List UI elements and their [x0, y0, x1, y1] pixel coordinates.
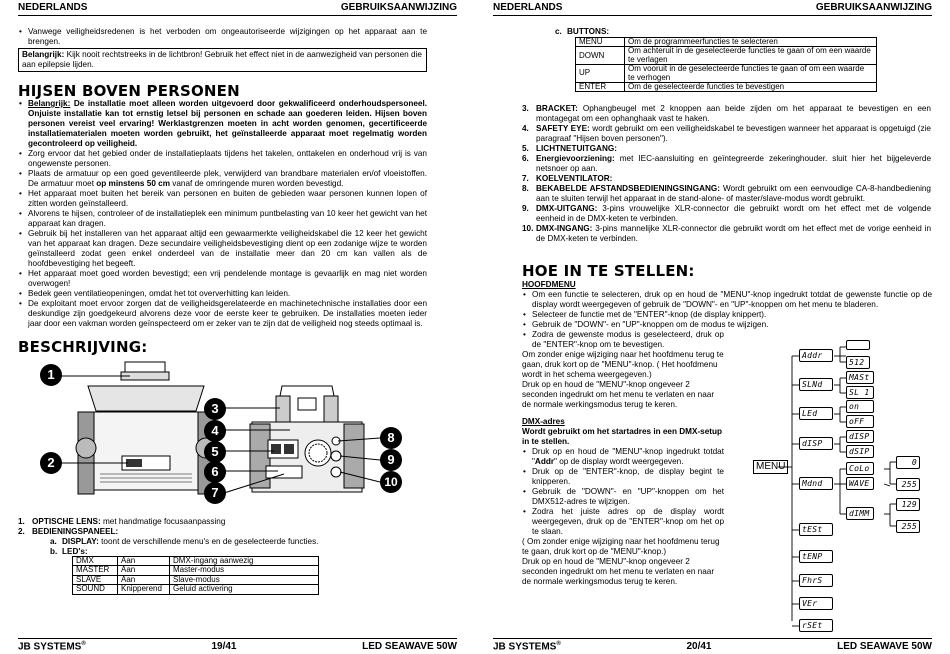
- description-list: [18, 517, 427, 557]
- section-title-setup: HOE IN TE STELLEN:: [522, 262, 695, 280]
- important-label: Belangrijk:: [28, 99, 71, 108]
- list-item: [522, 174, 931, 184]
- desc-text-2a: toont de verschillende menu's en de geselecteerde functies.: [98, 537, 319, 546]
- intro-bullet: • Vanwege veiligheidsredenen is het verboden om ongeautoriseerde wijzigingen op het apparaat aan te brengen.: [18, 27, 427, 47]
- hoofdmenu-bullets: [522, 290, 932, 330]
- desc-item-1: 1. OPTISCHE LENS: met handmatige focusaanpassing: [18, 517, 226, 526]
- page-header: [18, 2, 457, 16]
- desc-text-1: met handmatige focusaanpassing: [100, 517, 226, 526]
- callout-3: 3: [204, 398, 226, 420]
- item-label: BEKABELDE AFSTANDSBEDIENINGSINGANG:: [536, 184, 720, 193]
- list-item: • Zorg ervoor dat het gebied onder de installatieplaats tijdens het takelen, onttakelen en onderhoud vrij is van ongewenste personen.: [18, 149, 427, 169]
- item-number: 3.: [522, 104, 529, 113]
- important-text: De installatie moet alleen worden uitgevoerd door gekwalificeerd onderhoudspersoneel. Onjuiste installatie kan tot ernstig letsel bij personen en schade aan goederen leiden. Hijsen boven personen vereist veel ervaring! Werklastgrenzen moeten in acht worden genomen, gecertificeerde installatiematerialen moeten worden gebruikt, het geïnstalleerde apparaat moet regelmatig worden gecontroleerd op veiligheid.: [28, 99, 427, 148]
- footer-brand: [493, 641, 561, 654]
- item-text: met IEC-aansluiting en geïntegreerde zekeringhouder. sluit hier het bijgeleverde netsnoer op aan.: [536, 154, 931, 173]
- header-title: GEBRUIKSAANWIJZING: [815, 2, 932, 13]
- list-item: • Alvorens te hijsen, controleer of de installatieplek een minimum puntbelasting van 10 keer het gewicht van het apparaat kan dragen.: [18, 209, 427, 229]
- item-label: DMX-UITGANG:: [536, 204, 598, 213]
- lcd-disp-inverted: dSIP: [846, 445, 874, 458]
- item-label: DMX-INGANG:: [536, 224, 593, 233]
- desc-item-2: 2. BEDIENINGSPANEEL:: [18, 527, 119, 536]
- page-number: 20/41: [686, 641, 712, 652]
- lcd-dimm-value-high: 255: [896, 520, 920, 533]
- table-row: [73, 585, 319, 594]
- header-language: NEDERLANDS: [493, 2, 563, 13]
- footer-model: LED SEAWAVE 50W: [362, 641, 457, 652]
- table-cell: Aan: [118, 557, 170, 566]
- table-cell: Om de geselecteerde functies te bevestigen: [625, 82, 877, 91]
- table-cell: UP: [576, 65, 625, 83]
- b3a: Plaats de armatuur op een goed geventileerde plek, verwijderd van brandbare materialen en/of vloeistoffen. De armatuur moet: [28, 169, 427, 188]
- table-cell: DOWN: [576, 47, 625, 65]
- list-item: [522, 447, 724, 467]
- warning-text: Kijk nooit rechtstreeks in de lichtbron! Gebruik het effect niet in de aanwezigheid van personen die aan epilepsie lijden.: [22, 50, 422, 69]
- item-label: Energievoorziening:: [536, 154, 615, 163]
- b3c: vanaf de omringende muren worden bevestigd.: [169, 179, 344, 188]
- list-item: • Om een functie te selecteren, druk op en houd de "MENU"-knop ingedrukt totdat de gewenste functie op de display wordt weergegeven of gebruik de "DOWN"- en "UP"-knoppen om het menu te bladeren.: [522, 290, 932, 310]
- item-number: 8.: [522, 184, 529, 193]
- buttons-label: BUTTONS:: [567, 27, 610, 36]
- fixture-back-view: [250, 386, 364, 492]
- item-number: 5.: [522, 144, 529, 153]
- table-row: [576, 65, 877, 83]
- list-item: [522, 204, 931, 224]
- table-cell: Om achteruit in de geselecteerde functies te gaan of om een waarde te verlagen: [625, 47, 877, 65]
- item-label: SAFETY EYE:: [536, 124, 590, 133]
- desc-label-2b: LED's:: [62, 547, 88, 556]
- dmx-p1: ( Om zonder enige wijziging naar het hoofdmenu terug te gaan, druk kort op de "MENU"-knop.): [522, 537, 720, 556]
- lcd-led: LEd: [799, 407, 833, 420]
- footer-brand: [18, 641, 86, 654]
- page-footer: [18, 638, 457, 654]
- lcd-disp: dISP: [799, 437, 833, 450]
- brand-text: JB SYSTEMS: [18, 641, 82, 653]
- item-text: 3-pins vrouwelijke XLR-connector die gebruikt wordt om het effect met de volgende eenheid in de DMX-keten te verbinden.: [536, 204, 931, 223]
- item-label: LICHTNETUITGANG:: [536, 144, 617, 153]
- table-row: [73, 566, 319, 575]
- header-title: GEBRUIKSAANWIJZING: [340, 2, 457, 13]
- desc-item-2b: b. LED's:: [50, 547, 88, 556]
- lcd-color-value: 0: [896, 456, 920, 469]
- page-footer: [493, 638, 932, 654]
- lcd-addr-blank: [846, 340, 870, 350]
- hoofdmenu-p1: Om zonder enige wijziging naar het hoofdmenu terug te gaan, druk kort op de "MENU"-knop. ( Het hoofdmenu wordt in het schema weergegeven.): [522, 350, 724, 379]
- dmx-intro: Wordt gebruikt om het startadres in een DMX-setup in te stellen.: [522, 427, 723, 446]
- dmx-label: DMX-adres: [522, 417, 565, 426]
- table-cell: Aan: [118, 566, 170, 575]
- buttons-table: [575, 37, 877, 92]
- table-cell: Knipperend: [118, 585, 170, 594]
- table-cell: DMX-ingang aanwezig: [170, 557, 319, 566]
- item-text: Wordt gebruikt om een eenvoudige CA-8-handbediening aan te sluiten terwijl het apparaat in de stand-alone- of master/slave-modus wordt gebruikt.: [536, 184, 931, 203]
- list-item: • Zodra de gewenste modus is geselecteerd, druk op de "ENTER"-knop om te bevestigen.: [522, 330, 724, 350]
- lcd-mode: Mdnd: [799, 477, 833, 490]
- lcd-wave-value: 255: [896, 478, 920, 491]
- dmx-bullets: [522, 447, 724, 537]
- item-label: BRACKET:: [536, 104, 578, 113]
- desc-label-2: BEDIENINGSPANEEL:: [32, 527, 119, 536]
- table-cell: Om de programmeerfuncties te selecteren: [625, 38, 877, 47]
- lcd-version: VEr: [799, 597, 833, 610]
- callout-6: 6: [204, 461, 226, 483]
- right-page: [475, 0, 950, 654]
- list-item: • De exploitant moet ervoor zorgen dat de veiligheidsgerelateerde en machinetechnische installaties door een deskundige zijn goedgekeurd alvorens deze voor de eerste keer te gebruiken. De installaties moeten ieder jaar door een vakman worden geïnspecteerd om er zeker van te zijn dat de veiligheid nog steeds optimaal is.: [18, 299, 427, 329]
- list-item: • Gebruik bij het installeren van het apparaat altijd een gewaarmerkte veiligheidskabel die 12 keer het gewicht van het apparaat kan dragen. Deze secundaire veiligheidsbevestiging dient op een zodanige wijze te worden geïnstalleerd zodat geen enkel onderdeel van de installatie meer dan 20 cm kan vallen als de hoofdbevestiging het begeeft.: [18, 229, 427, 269]
- list-item: • Selecteer de functie met de "ENTER"-knop (de display knippert).: [522, 310, 932, 320]
- lcd-disp-normal: dISP: [846, 430, 874, 443]
- list-item: • Gebruik de "DOWN"- en "UP"-knoppen om het DMX512-adres te wijzigen.: [522, 487, 724, 507]
- list-item: [522, 104, 931, 124]
- lcd-addr: Addr: [799, 349, 833, 362]
- hoofdmenu-p2: Druk op en houd de "MENU"-knop ongeveer 2 seconden ingedrukt om het menu te verlaten en naar de normale werkingsmodus terug te keren.: [522, 380, 715, 409]
- list-item: [18, 169, 427, 189]
- hoofdmenu-section: [522, 280, 932, 330]
- item-number: 9.: [522, 204, 529, 213]
- table-cell: SOUND: [73, 585, 118, 594]
- section-title-description: BESCHRIJVING:: [18, 338, 148, 356]
- item-number: 10.: [522, 224, 534, 233]
- menu-root: MENU: [753, 460, 788, 474]
- list-item: • Zodra het juiste adres op de display wordt weergegeven, druk op de "ENTER"-knop om het op te slaan.: [522, 507, 724, 537]
- desc-label-1: OPTISCHE LENS:: [32, 517, 101, 526]
- led-table: [72, 556, 319, 595]
- lcd-addr-value: 512: [846, 356, 870, 369]
- callout-7: 7: [204, 482, 226, 504]
- list-item: [522, 144, 931, 154]
- item-label: KOELVENTILATOR:: [536, 174, 613, 183]
- page-number: 19/41: [211, 641, 237, 652]
- list-item: [522, 184, 931, 204]
- callout-4: 4: [204, 420, 226, 442]
- table-cell: DMX: [73, 557, 118, 566]
- list-item: [522, 124, 931, 144]
- fixture-front-view: [76, 362, 216, 494]
- desc-item-2a: a. DISPLAY: toont de verschillende menu's en de geselecteerde functies.: [50, 537, 319, 546]
- table-row: [576, 82, 877, 91]
- callout-8: 8: [380, 427, 402, 449]
- list-item: [522, 224, 931, 244]
- lcd-slnd-master: MASt: [846, 371, 874, 384]
- table-cell: SLAVE: [73, 575, 118, 584]
- reg-mark: ®: [81, 641, 86, 647]
- dmx-p2: Druk op en houd de "MENU"-knop ongeveer 2 seconden ingedrukt om het menu te verlaten en naar de normale werkingsmodus terug te keren.: [522, 557, 715, 586]
- lcd-led-on: on: [846, 400, 874, 413]
- list-item: • Het apparaat moet buiten het bereik van personen en buiten de gebieden waar personen kunnen lopen of zitten worden geïnstalleerd.: [18, 189, 427, 209]
- list-item: • Bedek geen ventilatieopeningen, omdat het tot oververhitting kan leiden.: [18, 289, 427, 299]
- buttons-heading: c. BUTTONS:: [555, 27, 610, 36]
- table-row: [576, 47, 877, 65]
- list-item: [522, 154, 931, 174]
- reg-mark: ®: [556, 641, 561, 647]
- lcd-slnd-slave: SL 1: [846, 386, 874, 399]
- table-cell: MASTER: [73, 566, 118, 575]
- lcd-mode-dimmer: dIMM: [846, 507, 874, 520]
- hoofdmenu-label: HOOFDMENU: [522, 280, 576, 289]
- dmx-section: [522, 417, 724, 587]
- lcd-reset: rSEt: [799, 619, 833, 632]
- connector-list: [522, 104, 931, 244]
- item-number: 6.: [522, 154, 529, 163]
- b3b: op minstens 50 cm: [96, 179, 170, 188]
- callout-5: 5: [204, 441, 226, 463]
- hoisting-list: [18, 99, 427, 329]
- desc-label-2a: DISPLAY:: [62, 537, 99, 546]
- list-item: • Het apparaat moet goed worden bevestigd; een vrij pendelende montage is gevaarlijk en mag niet worden overwogen!: [18, 269, 427, 289]
- list-item: • Druk op de "ENTER"-knop, de display begint te knipperen.: [522, 467, 724, 487]
- item-text: Ophangbeugel met 2 knoppen aan beide zijden om het apparaat te bevestigen en een montagegat om een ophanghaak vast te haken.: [536, 104, 931, 123]
- list-item: [18, 99, 427, 149]
- lcd-temp: tENP: [799, 550, 833, 563]
- intro-block: [18, 27, 427, 72]
- table-cell: ENTER: [576, 82, 625, 91]
- hoofdmenu-narrow: [522, 330, 724, 410]
- callout-1: 1: [40, 364, 62, 386]
- lcd-slnd: SLNd: [799, 378, 833, 391]
- lcd-mode-wave: WAVE: [846, 477, 874, 490]
- lcd-test: tESt: [799, 523, 833, 536]
- table-cell: Om vooruit in de geselecteerde functies te gaan of om een waarde te verhogen: [625, 65, 877, 83]
- brand-text: JB SYSTEMS: [493, 641, 557, 653]
- item-text: wordt gebruikt om een veiligheidskabel te bevestigen wanneer het apparaat is opgetuigd (zie paragraaf "Hijsen boven personen").: [536, 124, 931, 143]
- item-number: 7.: [522, 174, 529, 183]
- warning-label: Belangrijk:: [22, 50, 65, 59]
- list-item: • Gebruik de "DOWN"- en "UP"-knoppen om de modus te wijzigen.: [522, 320, 932, 330]
- callout-2: 2: [40, 452, 62, 474]
- table-cell: Slave-modus: [170, 575, 319, 584]
- dmx-b1b: Addr: [534, 457, 555, 466]
- item-text: 3-pins mannelijke XLR-connector die gebruikt wordt om het effect met de vorige eenheid in de DMX-keten te verbinden.: [536, 224, 931, 243]
- item-number: 4.: [522, 124, 529, 133]
- dmx-b1a: Druk op en houd de "MENU"-knop ingedrukt totdat ": [532, 447, 724, 466]
- callout-9: 9: [380, 449, 402, 471]
- lcd-mode-color: CoLo: [846, 462, 874, 475]
- footer-model: LED SEAWAVE 50W: [837, 641, 932, 652]
- callout-10: 10: [380, 471, 402, 493]
- header-language: NEDERLANDS: [18, 2, 88, 13]
- table-cell: MENU: [576, 38, 625, 47]
- lcd-led-off: oFF: [846, 415, 874, 428]
- lcd-dimm-value-low: 129: [896, 498, 920, 511]
- table-cell: Aan: [118, 575, 170, 584]
- table-cell: Master-modus: [170, 566, 319, 575]
- dmx-b1c: " op de display wordt weergegeven.: [554, 457, 684, 466]
- table-cell: Geluid activering: [170, 585, 319, 594]
- lcd-hours: FhrS: [799, 574, 833, 587]
- section-title-hoisting: HIJSEN BOVEN PERSONEN: [18, 82, 240, 100]
- page-header: [493, 2, 932, 16]
- warning-box: [18, 48, 427, 72]
